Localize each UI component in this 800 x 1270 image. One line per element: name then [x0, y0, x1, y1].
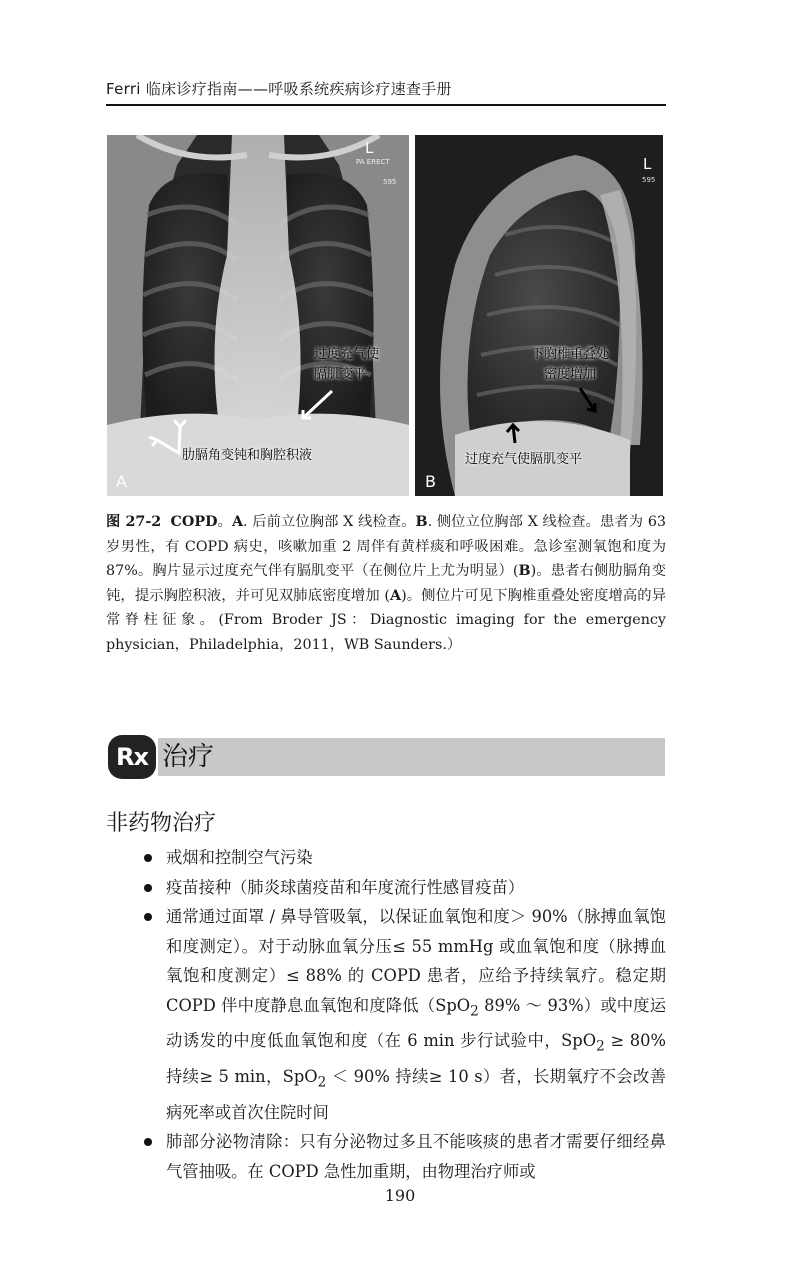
figure-disease: COPD [170, 514, 218, 530]
marker-small-a1: PA ERECT [356, 158, 390, 166]
figure-label: 图 27-2 [106, 514, 162, 530]
section-title: 治疗 [162, 742, 215, 772]
annotation-line: 下胸椎重叠处 [531, 347, 610, 362]
list-item-text: ≥ 80% 持续≥ 5 min，SpO [166, 1031, 666, 1086]
subscript: 2 [317, 1074, 327, 1091]
annotation-costophrenic: 肋膈角变钝和胸腔积液 [182, 448, 313, 463]
rx-badge-icon: Rx [108, 735, 156, 779]
list-item [142, 902, 666, 1127]
list-item: 肺部分泌物清除：只有分泌物过多且不能咳痰的患者才需要仔细经鼻气管抽吸。在 COPD 急性加重期，由物理治疗师或 [142, 1127, 666, 1186]
header-rule [106, 104, 666, 106]
panel-letter-b: B [425, 472, 436, 491]
xray-panel-b [415, 135, 663, 496]
caption-text: )。侧位片可见下胸椎重叠处密度增高的异常脊柱征象。(From Broder JS：Diagnostic imaging for the emergency physician，Philadelphia，2011，WB Saunders.） [106, 587, 666, 653]
list-item-text: 通常通过面罩 / 鼻导管吸氧，以保证血氧饱和度＞ 90%（脉搏血氧饱和度测定）。对于动脉血氧分压≤ 55 mmHg 或血氧饱和度（脉搏血氧饱和度测定）≤ 88% 的 COPD 患者，应给予持续氧疗。稳定期 COPD 伴中度静息血氧饱和度降低（SpO [166, 907, 666, 1015]
xray-b-image [415, 135, 663, 496]
list-item-text: 89% ～ 93%）或中度运动诱发的中度低血氧饱和度（在 6 min 步行试验中，SpO [166, 995, 666, 1051]
caption-ref-b: B [518, 563, 531, 579]
annotation-diaphragm-a [314, 345, 379, 385]
panel-letter-a: A [116, 472, 127, 491]
caption-ref-a: A [231, 514, 244, 530]
subscript: 2 [470, 1002, 479, 1019]
caption-text: . 侧位立位胸部 X 线检查。患者为 63 岁男性，有 COPD 病史，咳嗽加重 2 周伴有黄样痰和呼吸困难。急诊室测氧饱和度为 87%。胸片显示过度充气伴有膈肌变平（在侧位片上尤为明显）( [106, 514, 667, 579]
marker-small-b: 595 [642, 176, 656, 184]
running-header: Ferri 临床诊疗指南——呼吸系统疾病诊疗速查手册 [106, 80, 452, 98]
list-item: 戒烟和控制空气污染 [142, 843, 666, 873]
xray-panel-a [107, 135, 409, 496]
side-marker-a: L [365, 139, 374, 157]
figure-caption [106, 510, 666, 657]
list-item: 疫苗接种（肺炎球菌疫苗和年度流行性感冒疫苗） [142, 873, 666, 903]
annotation-line: 膈肌变平 [314, 367, 367, 382]
annotation-vertebrae [531, 345, 609, 385]
section-banner [158, 738, 665, 776]
subscript: 2 [596, 1038, 605, 1055]
subheading: 非药物治疗 [106, 811, 217, 836]
side-marker-b: L [643, 155, 652, 173]
marker-small-a2: 595 [383, 178, 397, 186]
caption-text: 。 [217, 514, 232, 530]
caption-ref-b: B [415, 514, 428, 530]
list-item-text: ＜ 90% 持续≥ 10 s）者，长期氧疗不会改善病死率或首次住院时间 [166, 1067, 666, 1122]
caption-text: . 后前立位胸部 X 线检查。 [243, 514, 416, 530]
annotation-diaphragm-b: 过度充气使膈肌变平 [465, 452, 583, 467]
xray-a-image [107, 135, 409, 496]
bullet-list [142, 843, 666, 1186]
page-number: 190 [384, 1186, 416, 1205]
caption-ref-a: A [389, 587, 402, 604]
caption-text: )。患者右侧肋膈角变钝，提示胸腔积液，并可见双肺底密度增加 ( [106, 563, 667, 604]
annotation-line: 过度充气使 [314, 347, 380, 362]
annotation-line: 密度增加 [544, 367, 597, 382]
